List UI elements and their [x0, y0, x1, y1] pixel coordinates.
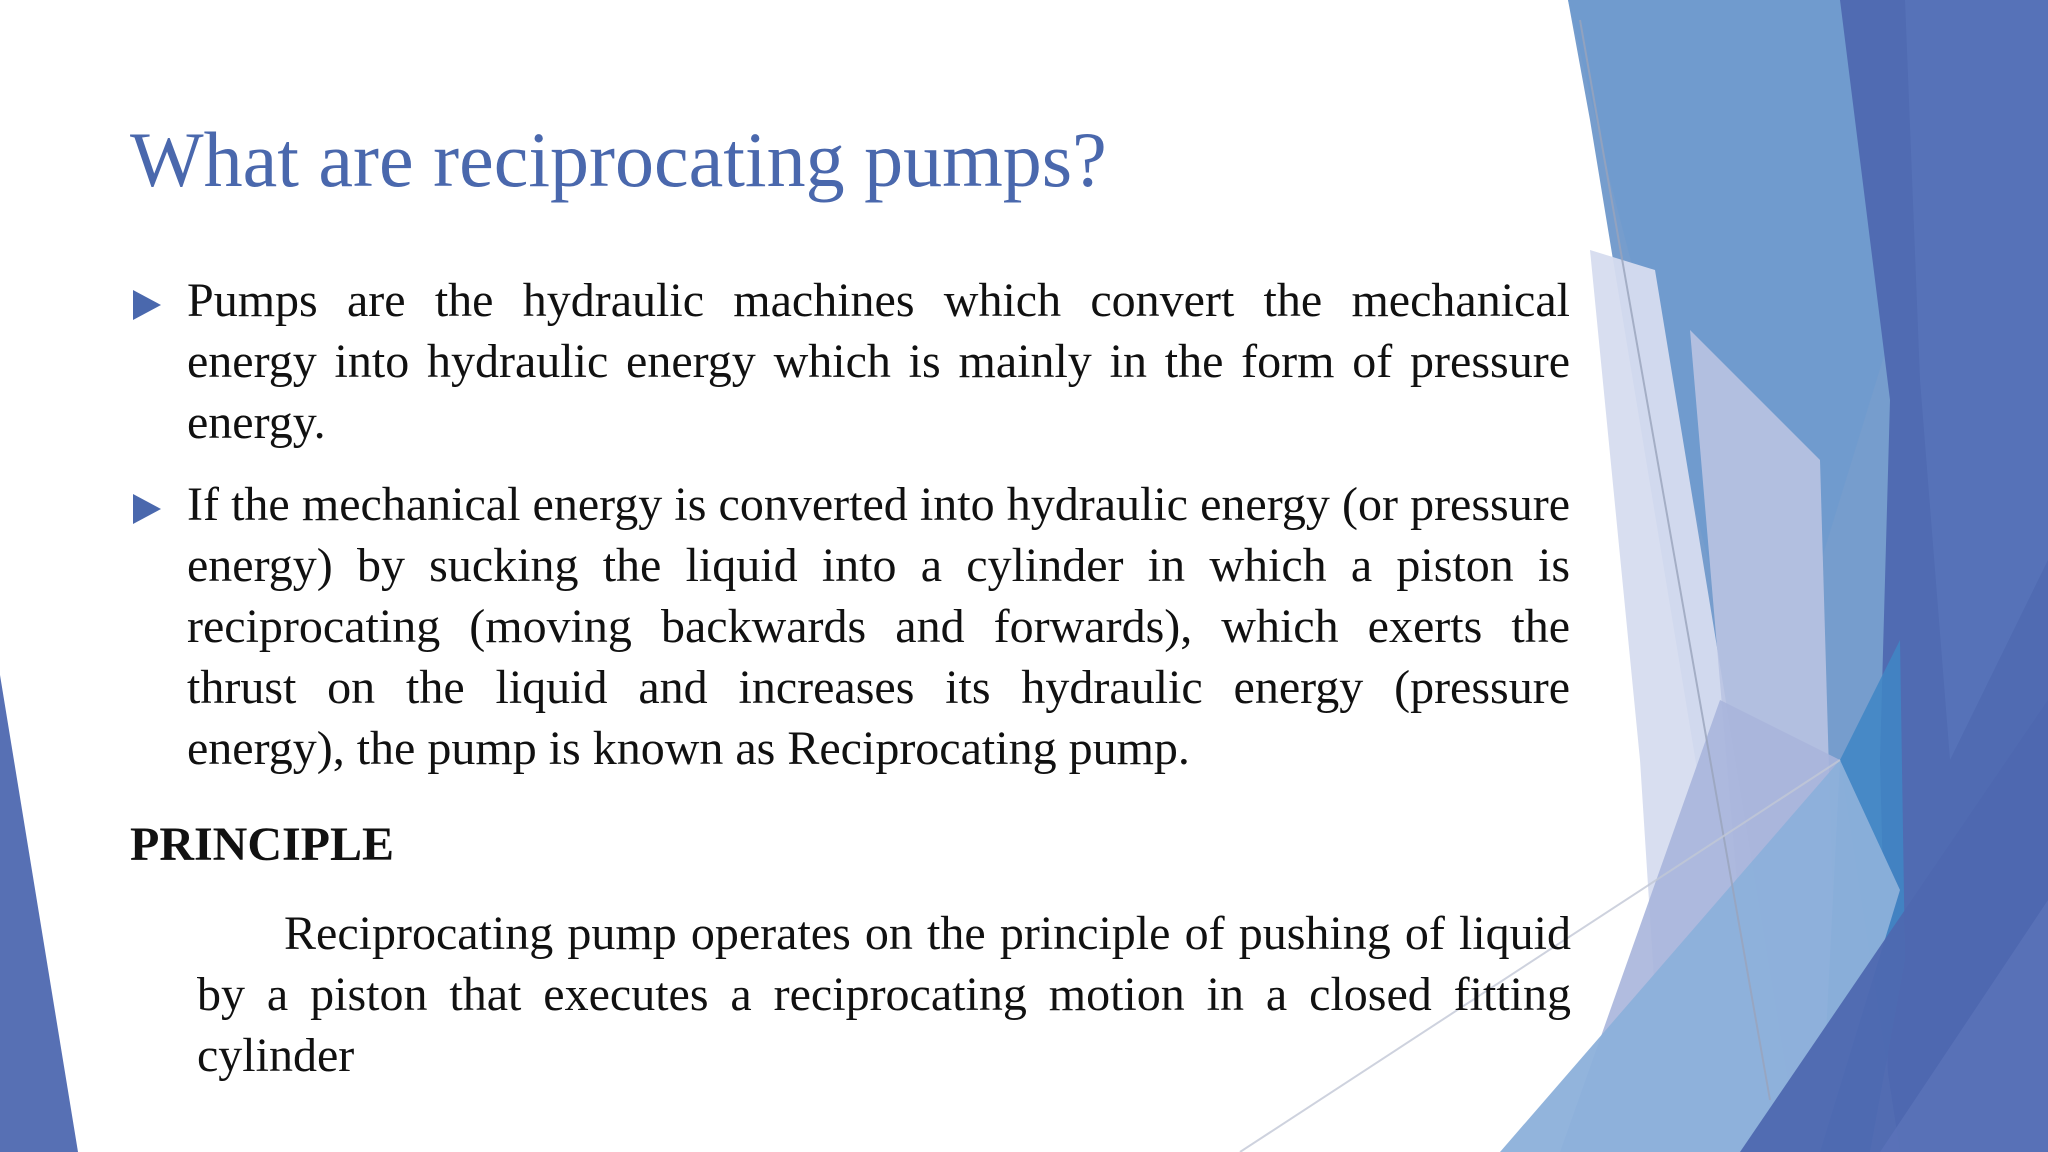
principle-heading: PRINCIPLE	[130, 818, 395, 871]
principle-text: Reciprocating pump operates on the principle of pushing of liquid by a piston that executes a reciprocating motion in a closed fitting cylinder	[197, 907, 1571, 1082]
bullet-text: If the mechanical energy is converted into hydraulic energy (or pressure energy) by sucking the liquid into a cylinder in which a piston is reciprocating (moving backwards and forwards), which exerts the thrust on the liquid and increases its hydraulic energy (pressure energy), the pump is known as Reciprocating pump.	[187, 478, 1570, 775]
triangle-right-icon	[133, 290, 161, 320]
slide-title: What are reciprocating pumps?	[130, 116, 1107, 203]
bullet-text: Pumps are the hydraulic machines which convert the mechanical energy into hydraulic energy which is mainly in the form of pressure energy.	[187, 274, 1570, 449]
bullet-list	[130, 270, 1570, 800]
deco-left-sliver	[0, 675, 78, 1152]
bullet-item-pump-definition	[130, 270, 1570, 453]
bullet-item-reciprocating-definition	[130, 474, 1570, 779]
triangle-right-icon	[133, 494, 161, 524]
